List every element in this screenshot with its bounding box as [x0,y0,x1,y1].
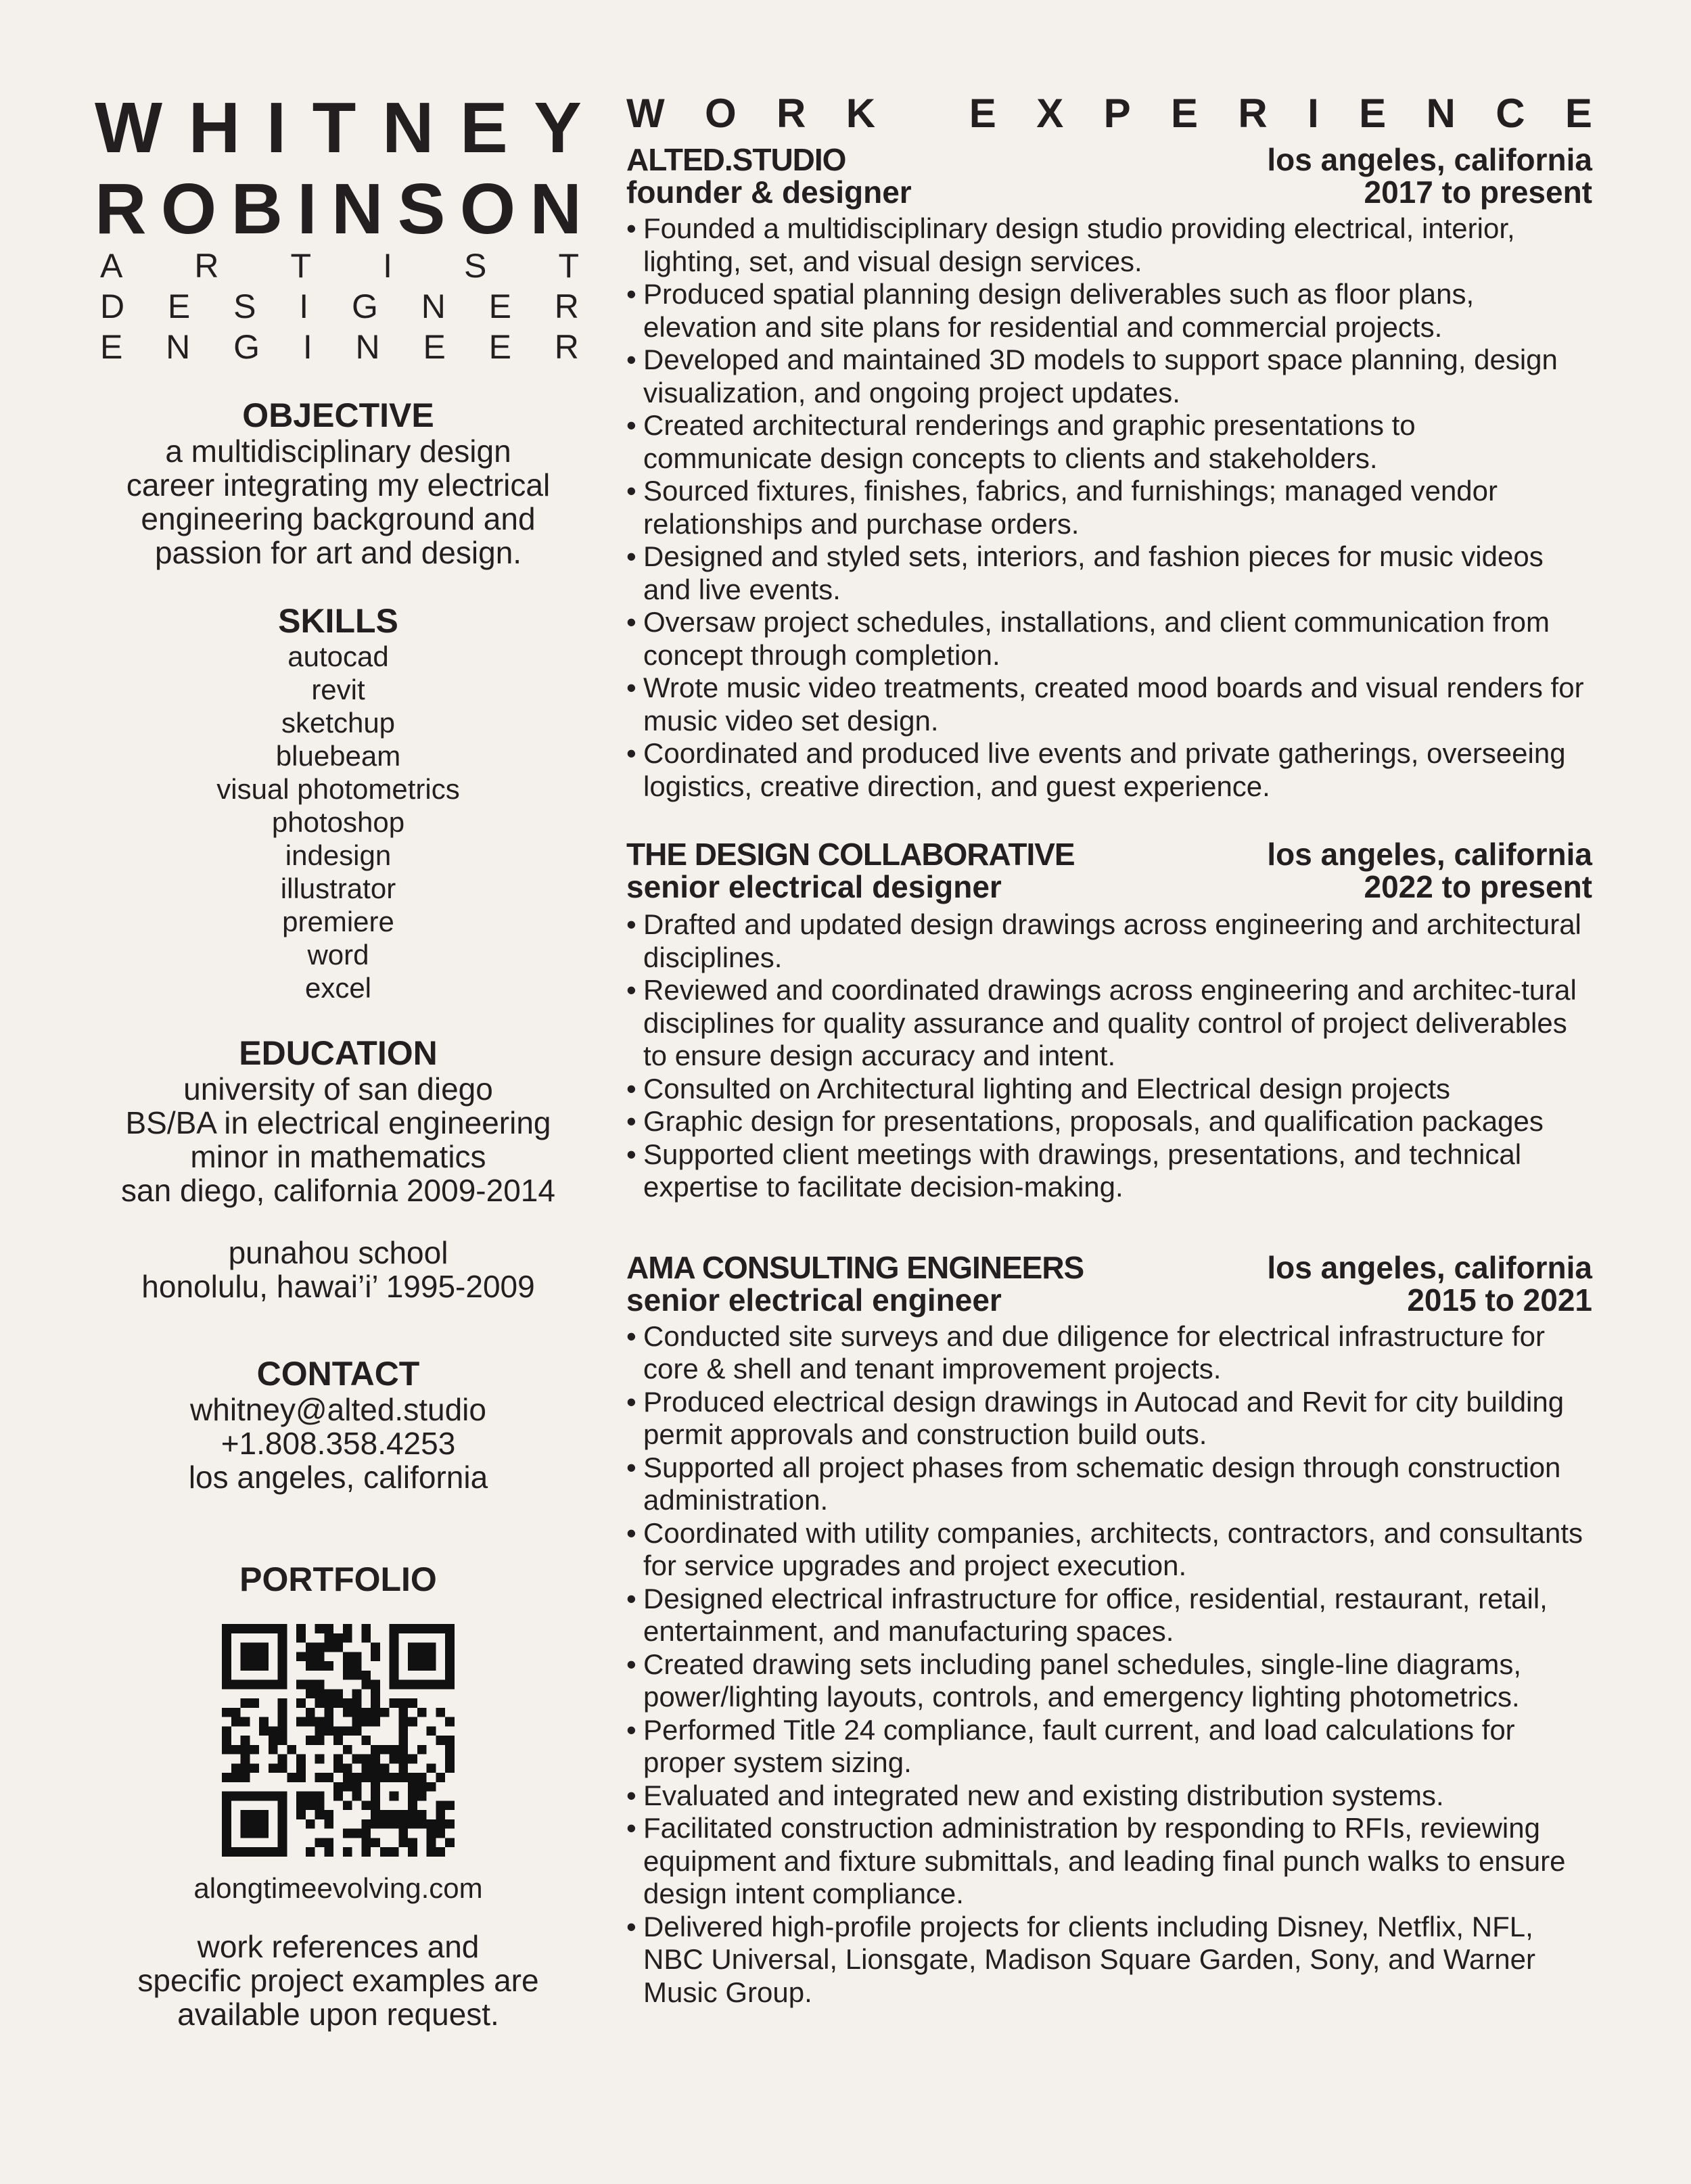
job-bullet: • Supported all project phases from schematic design through construction administration. [626,1451,1592,1517]
title-letter: R [777,91,806,136]
job-header [626,1251,1592,1316]
job-bullets [626,1320,1592,2009]
skill-item: illustrator [280,873,396,904]
title-letter: P [1103,91,1131,136]
education-section [95,1034,582,1303]
education-line: minor in mathematics [190,1139,486,1174]
job-bullet: • Designed electrical infrastructure for office, residential, restaurant, retail, entertainment, and manufacturing spaces. [626,1583,1592,1648]
title-letter: E [1359,91,1387,136]
education-line: university of san diego [183,1071,493,1107]
role-letter: I [302,328,312,366]
portfolio-url[interactable]: alongtimeevolving.com [193,1872,483,1904]
job-bullet: • Conducted site surveys and due diligence for electrical infrastructure for core & shell and tenant improvement projects. [626,1320,1592,1386]
main-content [626,88,1592,2009]
objective-line: a multidisciplinary design [165,434,511,469]
role-engineer [95,327,582,368]
contact-location: los angeles, california [188,1460,488,1495]
role-letter: S [233,287,256,325]
role-letter: A [100,247,123,285]
portfolio-heading: PORTFOLIO [239,1560,437,1598]
job-bullet: • Sourced fixtures, finishes, fabrics, and furnishings; managed vendor relationships and purchase orders. [626,475,1592,540]
role-letter: E [100,328,123,366]
job-bullet: • Reviewed and coordinated drawings across engineering and architec-tural disciplines for quality assurance and quality control of project deliverables to ensure design accuracy and intent. [626,974,1592,1073]
job-title: senior electrical designer [626,869,1002,904]
job-header [626,143,1592,208]
job-bullets [626,908,1592,1204]
role-letter: R [194,247,219,285]
job-bullet: • Oversaw project schedules, installations, and client communication from concept through completion. [626,606,1592,672]
role-letter: E [488,287,511,325]
name-letter: N [530,169,582,249]
job-bullet: • Facilitated construction administration by responding to RFIs, reviewing equipment and fixture submittals, and leading final punch walks to ensure design intent compliance. [626,1812,1592,1911]
roles [95,246,582,368]
title-letter: E [969,91,996,136]
job-alted-studio [626,143,1592,803]
role-letter: G [351,287,378,325]
name-letter: H [188,88,241,168]
skills-heading: SKILLS [278,602,398,640]
skill-item: photoshop [271,806,405,838]
education-line: honolulu, hawai’i’ 1995-2009 [141,1269,535,1304]
objective-line: career integrating my electrical [126,467,551,503]
job-company: THE DESIGN COLLABORATIVE [626,837,1075,872]
job-bullet: • Supported client meetings with drawings, presentations, and technical expertise to facilitate decision-making. [626,1138,1592,1204]
job-dates: 2022 to present [1364,869,1592,904]
job-location: los angeles, california [1267,837,1592,872]
job-bullet: • Performed Title 24 compliance, fault current, and load calculations for proper system sizing. [626,1714,1592,1780]
title-letter: R [1238,91,1268,136]
qr-code-icon[interactable] [222,1624,455,1857]
job-header [626,838,1592,903]
skills-section [95,602,582,1004]
job-title: founder & designer [626,175,912,210]
job-ama-consulting [626,1251,1592,2009]
role-letter: I [299,287,309,325]
first-name [95,88,582,169]
title-letter: N [1426,91,1456,136]
name-letter: Y [534,88,582,168]
name-letter: O [160,169,217,249]
name-letter: N [381,88,434,168]
name-letter: O [459,169,516,249]
role-letter: R [554,287,579,325]
name-letter: E [460,88,508,168]
job-title: senior electrical engineer [626,1282,1002,1318]
qr-code-wrap [95,1624,582,1857]
job-company: AMA CONSULTING ENGINEERS [626,1249,1084,1285]
job-dates: 2017 to present [1364,175,1592,210]
contact-heading: CONTACT [256,1355,420,1393]
job-bullet: • Evaluated and integrated new and existing distribution systems. [626,1780,1592,1813]
role-letter: E [167,287,191,325]
skill-item: autocad [287,641,389,672]
sidebar [95,88,582,2031]
contact-email[interactable]: whitney@alted.studio [190,1392,486,1427]
name-letter: W [95,88,163,168]
portfolio-note-line: available upon request. [177,1997,499,2032]
title-letter: K [846,91,876,136]
contact-phone[interactable]: +1.808.358.4253 [221,1426,456,1461]
job-bullet: • Developed and maintained 3D models to support space planning, design visualization, and ongoing project updates. [626,344,1592,409]
job-bullet: • Produced spatial planning design deliverables such as floor plans, elevation and site plans for residential and commercial projects. [626,278,1592,344]
role-letter: T [558,247,579,285]
title-letter: X [1036,91,1064,136]
job-bullets [626,212,1592,803]
role-letter: I [383,247,393,285]
title-letter: E [1565,91,1592,136]
name-letter: N [331,169,384,249]
title-letter: E [1170,91,1198,136]
job-bullet: • Founded a multidisciplinary design studio providing electrical, interior, lighting, set, and visual design services. [626,212,1592,278]
role-letter: E [423,328,446,366]
name-letter: B [231,169,283,249]
contact-section [95,1355,582,1494]
role-letter: N [421,287,446,325]
objective-line: engineering background and [141,501,536,536]
job-location: los angeles, california [1267,1249,1592,1285]
role-letter: D [100,287,125,325]
education-line: BS/BA in electrical engineering [125,1105,551,1140]
job-bullet: • Wrote music video treatments, created mood boards and visual renders for music video set design. [626,672,1592,737]
skill-item: premiere [282,906,394,937]
title-letter: I [1307,91,1319,136]
skill-item: excel [304,972,372,1004]
role-letter: T [290,247,312,285]
skill-item: revit [311,674,365,705]
portfolio-note-line: work references and [197,1929,480,1964]
role-artist [95,246,582,287]
name-letter: I [266,88,287,168]
job-bullet: • Consulted on Architectural lighting and Electrical design projects [626,1073,1592,1106]
title-letter: C [1496,91,1525,136]
job-bullet: • Drafted and updated design drawings across engineering and architectural disciplines. [626,908,1592,974]
education-heading: EDUCATION [239,1034,438,1072]
name-letter: S [397,169,446,249]
job-bullet: • Graphic design for presentations, proposals, and qualification packages [626,1105,1592,1138]
job-bullet: • Produced electrical design drawings in Autocad and Revit for city building permit approvals and construction build outs. [626,1386,1592,1451]
last-name [95,169,582,250]
skill-item: indesign [285,839,392,871]
title-letter: O [705,91,737,136]
job-bullet: • Created architectural renderings and graphic presentations to communicate design concepts to clients and stakeholders. [626,409,1592,475]
role-designer [95,287,582,327]
job-bullet: • Designed and styled sets, interiors, and fashion pieces for music videos and live events. [626,540,1592,606]
name-letter: I [297,169,317,249]
name-letter: T [312,88,356,168]
job-location: los angeles, california [1267,142,1592,177]
job-design-collaborative [626,838,1592,1204]
skill-item: word [307,939,369,971]
skill-item: sketchup [281,707,396,739]
role-letter: R [554,328,579,366]
title-letter: W [626,91,665,136]
job-company: ALTED.STUDIO [626,142,846,177]
portfolio-section [95,1560,582,2031]
job-bullet: • Delivered high-profile projects for clients including Disney, Netflix, NFL, NBC Universal, Lionsgate, Madison Square Garden, Sony, and Warner Music Group. [626,1911,1592,2009]
education-line: punahou school [228,1235,448,1270]
portfolio-note-line: specific project examples are [137,1963,539,1998]
skill-item: bluebeam [275,740,401,772]
role-letter: G [233,328,260,366]
objective-heading: OBJECTIVE [242,396,434,434]
work-experience-title [626,88,1592,143]
job-bullet: • Coordinated with utility companies, architects, contractors, and consultants for service upgrades and project execution. [626,1517,1592,1583]
role-letter: E [488,328,511,366]
job-bullet: • Created drawing sets including panel schedules, single-line diagrams, power/lighting layouts, controls, and emergency lighting photometrics. [626,1648,1592,1714]
name-letter: R [95,169,147,249]
education-line: san diego, california 2009-2014 [121,1173,555,1208]
job-bullet: • Coordinated and produced live events and private gatherings, overseeing logistics, creative direction, and guest experience. [626,737,1592,803]
objective-line: passion for art and design. [154,535,522,570]
role-letter: S [464,247,487,285]
objective-section [95,396,582,570]
job-dates: 2015 to 2021 [1407,1282,1592,1318]
role-letter: N [166,328,191,366]
skill-item: visual photometrics [216,773,460,805]
role-letter: N [355,328,380,366]
